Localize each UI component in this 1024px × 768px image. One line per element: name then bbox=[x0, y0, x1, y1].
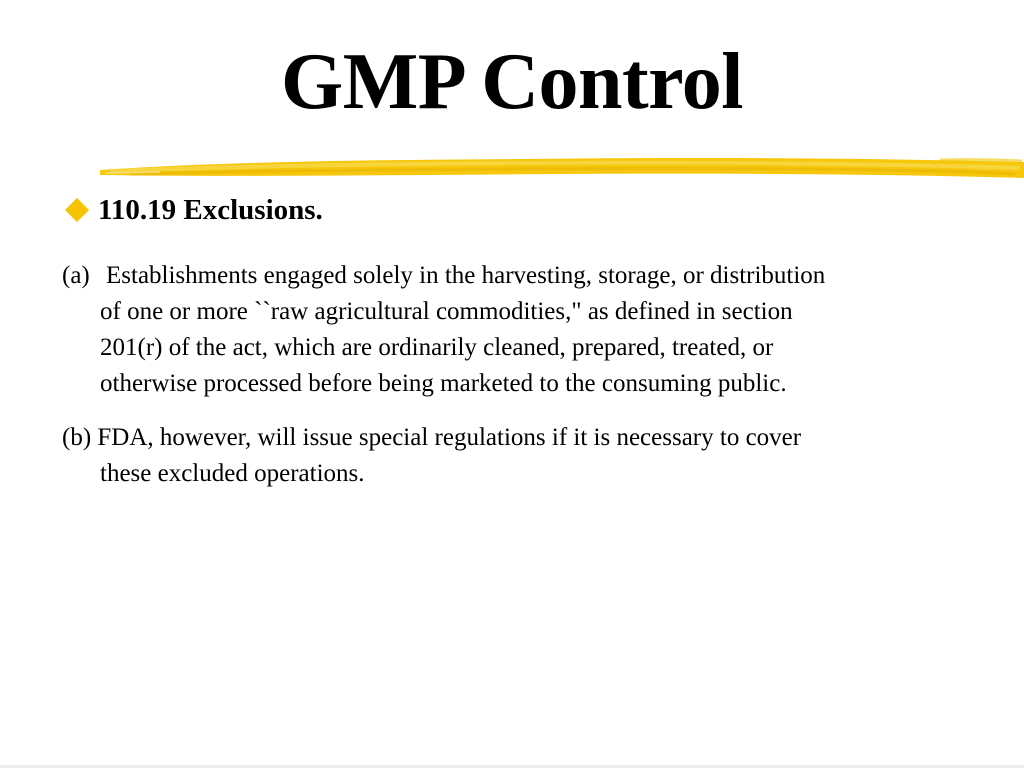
paragraph-a-line bbox=[62, 258, 992, 294]
paragraph-b-line bbox=[62, 420, 992, 456]
paragraph-b bbox=[62, 420, 992, 492]
paragraph-a-line: otherwise processed before being marketed to the consuming public. bbox=[100, 370, 787, 397]
diamond-bullet-icon bbox=[62, 195, 92, 225]
paragraph-b-line: these excluded operations. bbox=[100, 460, 365, 487]
paragraph-a-marker: (a) bbox=[62, 262, 90, 289]
paragraph-b-marker: (b) bbox=[62, 424, 92, 451]
bullet-item bbox=[62, 190, 323, 230]
title-underline-brushstroke bbox=[100, 148, 1024, 188]
paragraph-a-line: 201(r) of the act, which are ordinarily cleaned, prepared, treated, or bbox=[100, 334, 774, 361]
bullet-text: 110.19 Exclusions. bbox=[98, 194, 323, 226]
paragraph-a-text: Establishments engaged solely in the harvesting, storage, or distribution bbox=[106, 262, 826, 289]
paragraph-a-line: of one or more ``raw agricultural commodities," as defined in section bbox=[100, 298, 793, 325]
slide-title: GMP Control bbox=[281, 38, 743, 126]
paragraph-b-text: FDA, however, will issue special regulations if it is necessary to cover bbox=[97, 424, 802, 451]
paragraph-a bbox=[62, 258, 992, 402]
